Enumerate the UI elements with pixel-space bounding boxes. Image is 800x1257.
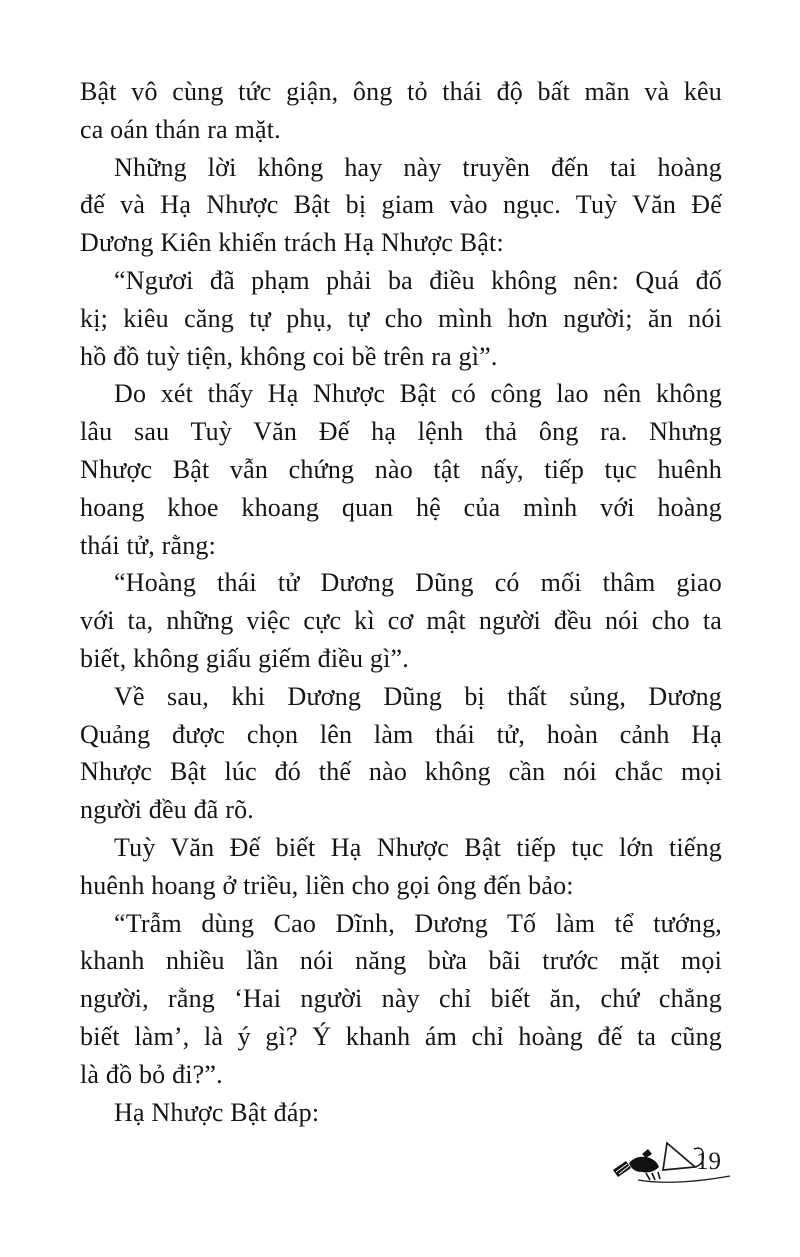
text-line: ca oán thán ra mặt.: [80, 114, 281, 144]
text-line: Do xét thấy Hạ Nhược Bật có công lao nên không: [114, 379, 722, 409]
text-line: khanh nhiều lần nói năng bừa bãi trước mặt mọi: [80, 946, 722, 976]
text-line: đế và Hạ Nhược Bật bị giam vào ngục. Tuỳ Văn Đế: [80, 190, 722, 220]
text-line: Nhược Bật vẫn chứng nào tật nấy, tiếp tục huênh: [80, 454, 722, 484]
text-line: Tuỳ Văn Đế biết Hạ Nhược Bật tiếp tục lớn tiếng: [114, 832, 722, 862]
text-line: người đều đã rõ.: [80, 795, 255, 825]
text-line: Dương Kiên khiển trách Hạ Nhược Bật:: [80, 228, 504, 258]
text-line: thái tử, rằng:: [80, 530, 217, 560]
page-number: 19: [696, 1148, 721, 1175]
text-line: huênh hoang ở triều, liền cho gọi ông đến bảo:: [80, 870, 574, 900]
text-line: Hạ Nhược Bật đáp:: [114, 1097, 320, 1127]
text-line: Quảng được chọn lên làm thái tử, hoàn cảnh Hạ: [80, 719, 722, 749]
text-line: biết, không giấu giếm điều gì”.: [80, 643, 409, 673]
text-line: Bật vô cùng tức giận, ông tỏ thái độ bất mãn và kêu: [80, 77, 722, 106]
text-line: với ta, những việc cực kì cơ mật người đều nói cho ta: [80, 606, 722, 636]
text-line: “Trẫm dùng Cao Dĩnh, Dương Tố làm tể tướng,: [114, 908, 722, 938]
text-line: “Ngươi đã phạm phải ba điều không nên: Quá đố: [114, 265, 722, 295]
text-line: biết làm’, là ý gì? Ý khanh ám chỉ hoàng đế ta cũng: [80, 1021, 722, 1051]
text-line: Về sau, khi Dương Dũng bị thất sủng, Dương: [114, 681, 722, 711]
text-line: Những lời không hay này truyền đến tai hoàng: [114, 152, 722, 182]
text-line: người, rằng ‘Hai người này chỉ biết ăn, chứ chẳng: [80, 984, 722, 1014]
text-line: hoang khoe khoang quan hệ của mình với hoàng: [80, 492, 722, 522]
page-text: [80, 73, 722, 1131]
page-footer: [612, 1136, 752, 1190]
text-line: hồ đồ tuỳ tiện, không coi bề trên ra gì”.: [80, 341, 498, 371]
text-line: lâu sau Tuỳ Văn Đế hạ lệnh thả ông ra. Nhưng: [80, 417, 722, 447]
text-line: Nhược Bật lúc đó thế nào không cần nói chắc mọi: [80, 757, 722, 787]
text-line: là đồ bỏ đi?”.: [80, 1059, 223, 1089]
text-line: kị; kiêu căng tự phụ, tự cho mình hơn người; ăn nói: [80, 303, 722, 333]
text-line: “Hoàng thái tử Dương Dũng có mối thâm giao: [114, 568, 722, 598]
